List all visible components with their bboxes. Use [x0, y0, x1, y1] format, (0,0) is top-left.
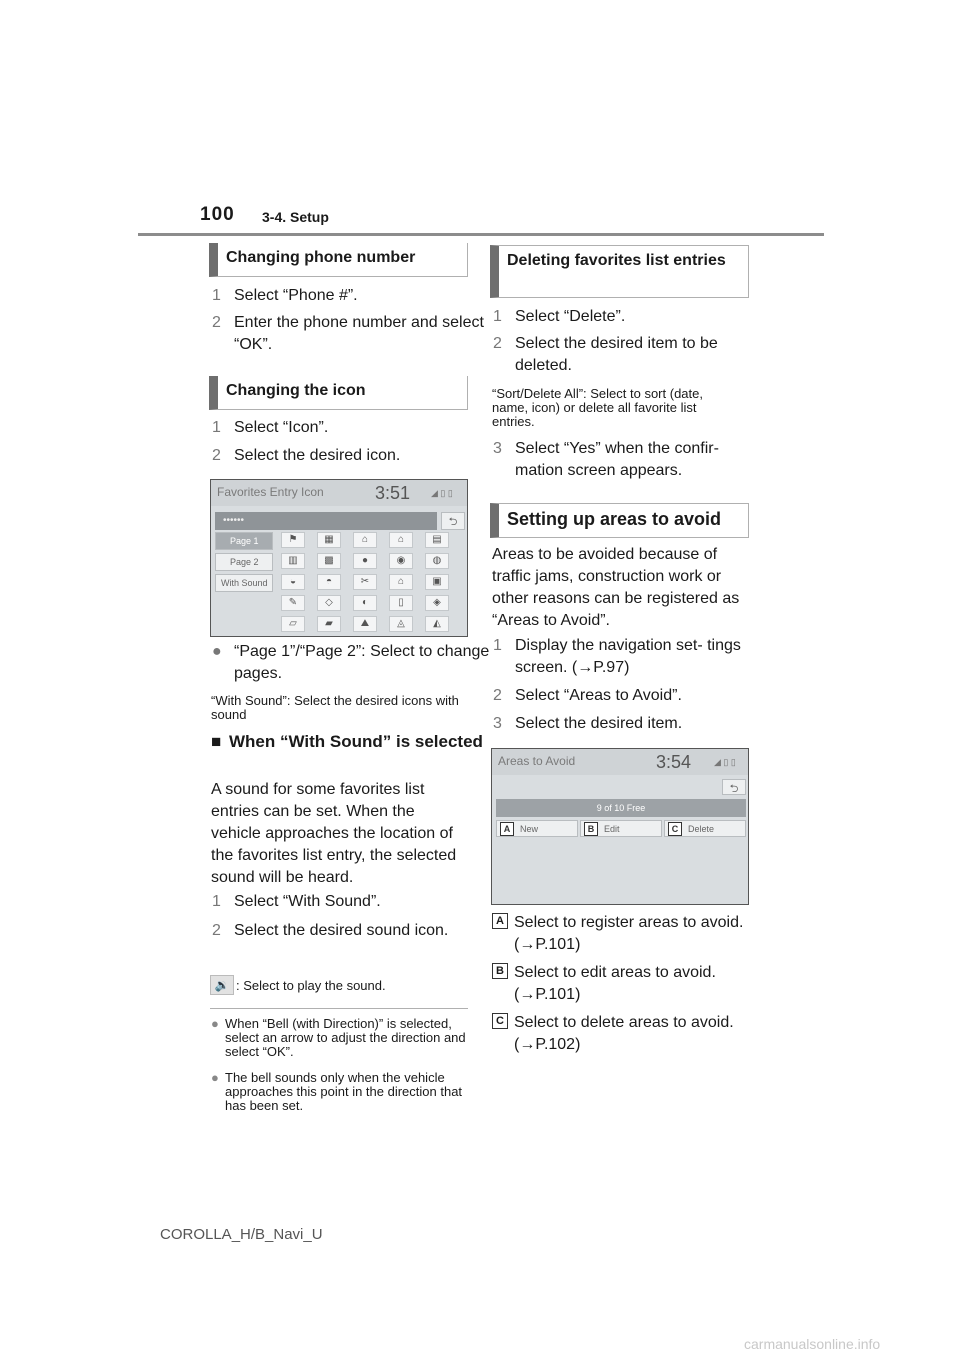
icon-tile[interactable]: ⛰: [353, 616, 377, 632]
delete-step-2: 2 Select the desired item to be deleted.: [493, 335, 718, 374]
screen-title: Areas to Avoid: [498, 754, 576, 768]
favorites-icon-screen: [210, 479, 468, 637]
icon-tile[interactable]: ⚑: [281, 532, 305, 548]
watermark: carmanualsonline.info: [744, 1336, 881, 1352]
delete-step-3: 3 Select “Yes” when the confir- mation screen appears.: [493, 440, 719, 479]
edit-button[interactable]: B Edit: [580, 820, 662, 837]
icon-tile[interactable]: ◈: [425, 595, 449, 611]
page-1-button[interactable]: Page 1: [215, 532, 273, 550]
icon-tile[interactable]: ▯: [389, 595, 413, 611]
icon-step-1: 1 Select “Icon”.: [212, 419, 329, 436]
speaker-note: : Select to play the sound.: [236, 978, 386, 993]
icon-tile[interactable]: ⌂: [389, 532, 413, 548]
new-button[interactable]: A New: [496, 820, 578, 837]
sound-step-2: 2 Select the desired sound icon.: [212, 922, 449, 939]
item-label-a: A: [492, 913, 508, 929]
item-label-c: C: [492, 1013, 508, 1029]
callout-c: C: [668, 822, 682, 836]
callout-a: A: [500, 822, 514, 836]
back-button[interactable]: ⮌: [441, 512, 465, 530]
icon-tile[interactable]: ◇: [317, 595, 341, 611]
icon-tile[interactable]: ▥: [281, 553, 305, 569]
notes-divider: [210, 1008, 468, 1009]
icon-tile[interactable]: ◭: [425, 616, 449, 632]
icon-tile[interactable]: ◒: [281, 574, 305, 590]
page-bullet: ● “Page 1”/“Page 2”: Select to change pages.: [212, 643, 490, 682]
item-a-text: Select to register areas to avoid. (→P.101): [514, 914, 744, 953]
avoid-step-3: 3 Select the desired item.: [493, 715, 683, 732]
icon-tile[interactable]: ✎: [281, 595, 305, 611]
with-sound-button[interactable]: With Sound: [215, 574, 273, 592]
item-label-b: B: [492, 963, 508, 979]
sound-paragraph: A sound for some favorites list entries can be set. When the vehicle approaches the location of the favorites list entry, the selected sound will be heard.: [211, 781, 457, 886]
delete-heading: Deleting favorites list entries: [490, 245, 749, 298]
phone-step-2: 2 Enter the phone number and select “OK”.: [212, 314, 484, 353]
page-2-button[interactable]: Page 2: [215, 553, 273, 571]
note-2: ● The bell sounds only when the vehicle approaches this point in the direction that has been set.: [211, 1070, 463, 1113]
speaker-icon: 🔉: [210, 975, 234, 995]
icon-heading: Changing the icon: [209, 376, 468, 410]
icon-tile[interactable]: ◉: [389, 553, 413, 569]
name-field-value: ••••••: [223, 515, 245, 526]
sort-delete-note: “Sort/Delete All”: Select to sort (date, name, icon) or delete all favorite list entries.: [492, 386, 703, 429]
item-b-text: Select to edit areas to avoid. (→P.101): [514, 964, 716, 1003]
when-with-sound-heading: ■ When “With Sound” is selected: [211, 732, 483, 751]
delete-button[interactable]: C Delete: [664, 820, 746, 837]
icon-tile[interactable]: ◬: [389, 616, 413, 632]
screen-title: Favorites Entry Icon: [217, 485, 324, 499]
icon-tile[interactable]: ▦: [317, 532, 341, 548]
icon-tile[interactable]: ⌂: [389, 574, 413, 590]
icon-tile[interactable]: ▤: [425, 532, 449, 548]
free-slots-banner: 9 of 10 Free: [496, 799, 746, 817]
avoid-step-1: 1 Display the navigation set- tings screen. (→P.97): [493, 637, 741, 676]
status-icons: ◢ ▯ ▯: [714, 757, 736, 767]
status-icons: ◢ ▯ ▯: [431, 488, 453, 498]
phone-heading: Changing phone number: [209, 243, 468, 277]
note-1: ● When “Bell (with Direction)” is selected, select an arrow to adjust the direction and select “OK”.: [211, 1016, 466, 1059]
avoid-step-2: 2 Select “Areas to Avoid”.: [493, 687, 682, 704]
header-rule: [138, 233, 824, 236]
icon-tile[interactable]: ●: [353, 553, 377, 569]
item-c-text: Select to delete areas to avoid. (→P.102): [514, 1014, 734, 1053]
avoid-heading: Setting up areas to avoid: [490, 503, 749, 538]
screen-clock: 3:54: [656, 752, 692, 772]
icon-step-2: 2 Select the desired icon.: [212, 447, 401, 464]
icon-tile[interactable]: ▱: [281, 616, 305, 632]
with-sound-note: “With Sound”: Select the desired icons with sound: [211, 693, 459, 722]
section-title: 3-4. Setup: [262, 209, 329, 225]
icon-tile[interactable]: ◍: [425, 553, 449, 569]
footer-model: COROLLA_H/B_Navi_U: [160, 1226, 323, 1243]
icon-tile[interactable]: ◓: [317, 574, 341, 590]
page-number: 100: [200, 204, 235, 225]
icon-tile[interactable]: ▩: [317, 553, 341, 569]
delete-step-1: 1 Select “Delete”.: [493, 308, 626, 325]
avoid-paragraph: Areas to be avoided because of traffic jams, construction work or other reasons can be registered as “Areas to Avoid”.: [492, 546, 740, 629]
phone-step-1: 1 Select “Phone #”.: [212, 287, 358, 304]
screen-clock: 3:51: [375, 483, 411, 503]
back-button[interactable]: ⮌: [722, 779, 746, 795]
icon-tile[interactable]: ◐: [353, 595, 377, 611]
callout-b: B: [584, 822, 598, 836]
icon-tile[interactable]: ▣: [425, 574, 449, 590]
sound-step-1: 1 Select “With Sound”.: [212, 893, 381, 910]
icon-tile[interactable]: ⌂: [353, 532, 377, 548]
icon-tile[interactable]: ▰: [317, 616, 341, 632]
icon-tile[interactable]: ✂: [353, 574, 377, 590]
name-field[interactable]: [215, 512, 437, 530]
areas-to-avoid-screen: [491, 748, 749, 905]
